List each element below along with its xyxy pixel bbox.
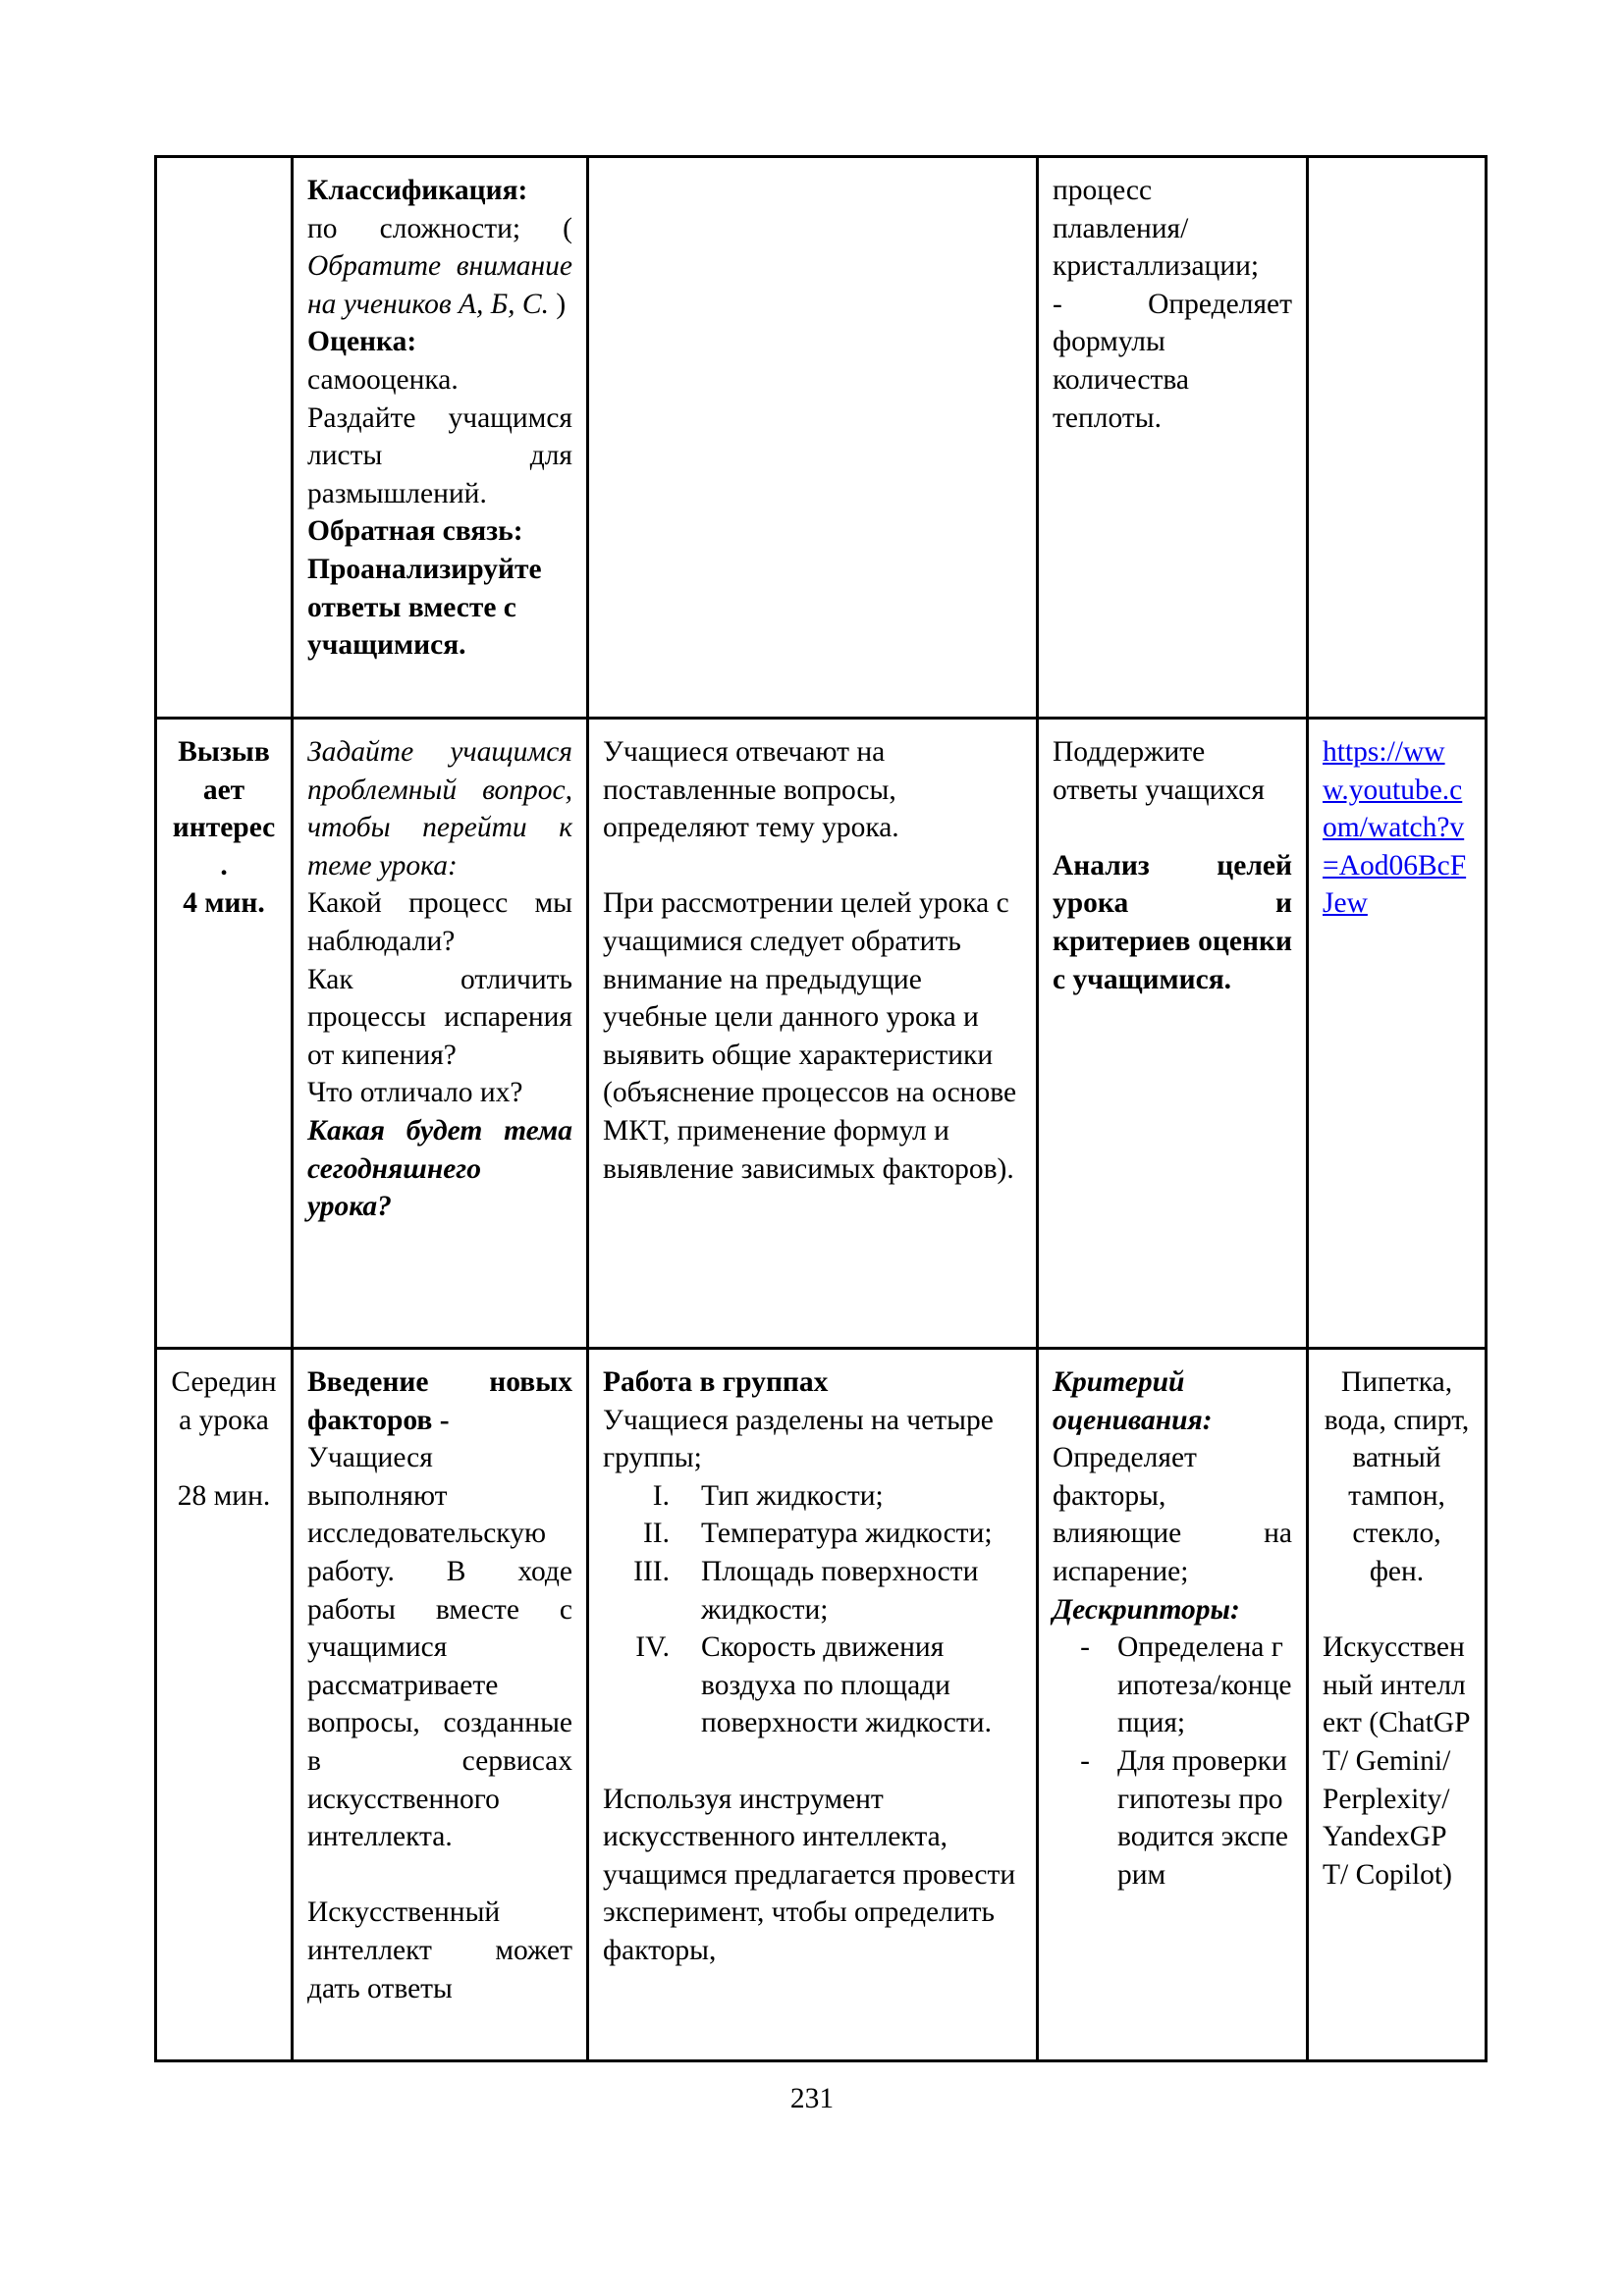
assessment-text: самооценка. Раздайте учащимся листы для размышлений. (307, 363, 572, 509)
descriptor-list (1053, 1629, 1292, 1894)
list-item: I. Тип жидкости; (652, 1479, 884, 1512)
classification-label: Классификация: (307, 175, 528, 206)
teacher-prompt: Задайте учащимся проблемный вопрос, чтобы перейти к теме урока: (307, 736, 572, 881)
feedback-text: Проанализируйте ответы вместе с учащимися. (307, 553, 542, 662)
criterion-text: Определяет факторы, влияющие на испарение; (1053, 1442, 1292, 1587)
list-item: - Для проверки гипотезы проводится эксперим (1080, 1744, 1288, 1891)
youtube-video-link[interactable]: https://www.youtube.com/watch?v=Aod06BcFJew (1323, 736, 1467, 920)
assessment-cell (1038, 157, 1308, 719)
ai-tools-list: Искусственный интеллект (ChatGPT/ Gemini/ Perplexity/ YandexGPT/ Copilot) (1323, 1631, 1471, 1891)
student-activity-cell (588, 1349, 1038, 2061)
section-heading: Работа в группах (603, 1366, 829, 1398)
stage-time: 4 мин. (183, 887, 265, 920)
question: Какой процесс мы наблюдали? (307, 887, 572, 957)
stage-cell (156, 719, 293, 1349)
student-text: Учащиеся разделены на четыре группы; (603, 1404, 994, 1474)
feedback-label: Обратная связь: (307, 515, 523, 548)
table-row (156, 1349, 1487, 2061)
teacher-activity-cell (293, 719, 588, 1349)
lesson-plan-table (154, 155, 1488, 2062)
resources-cell (1308, 157, 1487, 719)
assessment-text: Поддержите ответы учащихся (1053, 736, 1265, 806)
student-text: Учащиеся отвечают на поставленные вопросы, определяют тему урока. (603, 736, 899, 844)
list-item: II. Температура жидкости; (642, 1518, 993, 1550)
resources-cell (1308, 719, 1487, 1349)
student-activity-cell (588, 719, 1038, 1349)
teacher-text: Искусственный интеллект может дать ответы (307, 1896, 572, 2004)
section-heading: Введение новых факторов - (307, 1366, 572, 1436)
teacher-text: Учащиеся выполняют исследовательскую работу. В ходе работы вместе с учащимися рассматриваете вопросы, созданные в сервисах искусственного интеллекта. (307, 1442, 572, 1853)
assessment-bold-text: Анализ целей урока и критериев оценки с учащимися. (1053, 849, 1292, 995)
question: Что отличало их? (307, 1077, 523, 1109)
list-item: - Определена гипотеза/концепция; (1080, 1631, 1292, 1739)
student-text: При рассмотрении целей урока с учащимися следует обратить внимание на предыдущие учебные цели данного урока и выявить общие характеристики (объяснение процессов на основе МКТ, применение формул и выявление зависимых факторов). (603, 887, 1017, 1185)
group-list (603, 1477, 1022, 1742)
criterion-label: Критерий оценивания: (1053, 1366, 1213, 1436)
stage-cell (156, 1349, 293, 2061)
stage-title: Середина урока (171, 1366, 277, 1436)
student-text: Используя инструмент искусственного интеллекта, учащимся предлагается провести эксперимент, чтобы определить факторы, (603, 1783, 1016, 1966)
list-item: IV. Скорость движения воздуха по площади поверхности жидкости. (635, 1631, 992, 1739)
assessment-line: процесс плавления/кристаллизации; (1053, 175, 1260, 283)
descriptors-label: Дескрипторы: (1053, 1593, 1240, 1626)
assessment-cell (1038, 719, 1308, 1349)
page-number: 231 (789, 2083, 835, 2114)
table-row (156, 157, 1487, 719)
question-lesson-topic: Какая будет тема сегодняшнего урока? (307, 1114, 572, 1223)
assessment-cell (1038, 1349, 1308, 2061)
teacher-activity-cell (293, 157, 588, 719)
stage-cell (156, 157, 293, 719)
materials-list: Пипетка, вода, спирт, ватный тампон, стекло, фен. (1324, 1366, 1470, 1587)
student-activity-cell (588, 157, 1038, 719)
classification-note: Обратите внимание на учеников А, Б, С. (307, 250, 572, 320)
assessment-line: - Определяет формулы количества теплоты. (1053, 288, 1292, 434)
table-row (156, 719, 1487, 1349)
list-item: III. Площадь поверхности жидкости; (633, 1555, 979, 1626)
teacher-activity-cell (293, 1349, 588, 2061)
assessment-label: Оценка: (307, 326, 417, 358)
classification-text: по сложности; ( Обратите внимание на учеников А, Б, С. ) (307, 212, 572, 320)
stage-title: Вызывает интерес. (172, 736, 276, 881)
stage-time: 28 мин. (177, 1479, 271, 1512)
resources-cell (1308, 1349, 1487, 2061)
question: Как отличить процессы испарения от кипения? (307, 963, 572, 1071)
